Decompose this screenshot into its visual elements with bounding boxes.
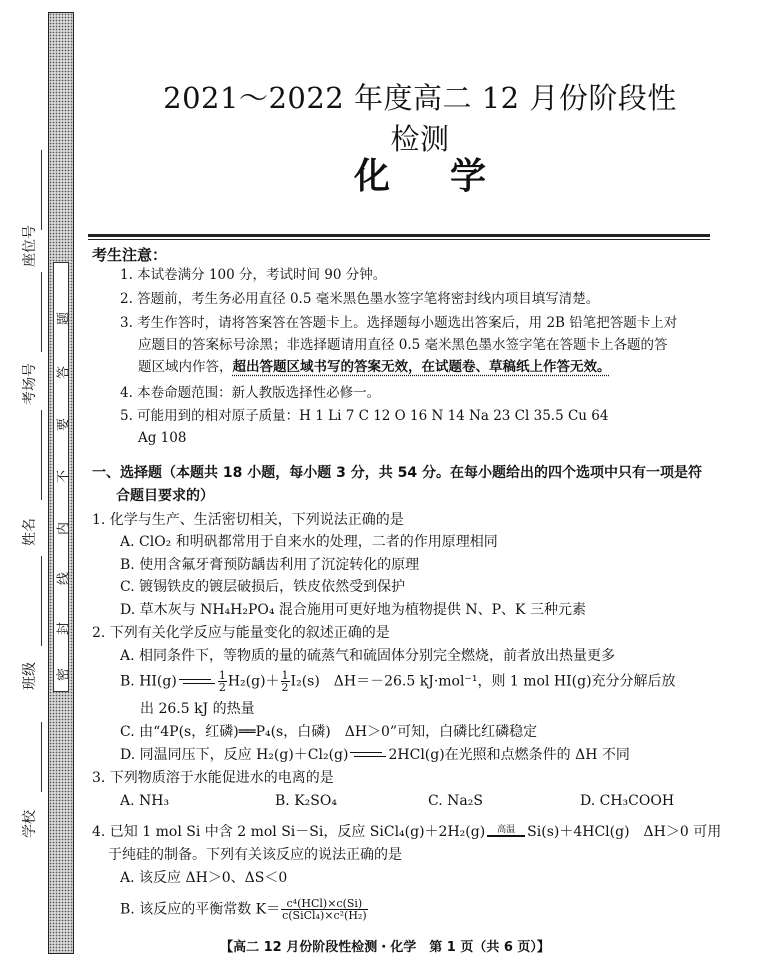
school-label: 学校	[22, 810, 38, 838]
question-2-option-b	[120, 670, 676, 693]
question-3-option-a: A. NH₃	[120, 793, 170, 809]
seal-char: 答	[56, 366, 72, 380]
notice-item: 2. 答题前，考生务必用直径 0.5 毫米黑色墨水签字笔将密封线内项目填写清楚。	[120, 291, 600, 307]
seal-char: 要	[56, 418, 72, 432]
notice-item: 4. 本卷命题范围：新人教版选择性必修一。	[120, 385, 381, 401]
question-1-option-d: D. 草木灰与 NH₄H₂PO₄ 混合施用可更好地为植物提供 N、P、K 三种元素	[120, 602, 586, 618]
question-2-stem: 2. 下列有关化学反应与能量变化的叙述正确的是	[92, 625, 390, 641]
fraction: $\frac{1}{2}$	[281, 669, 289, 694]
subject-title: 化学	[353, 156, 546, 197]
question-3-option-d: D. CH₃COOH	[580, 793, 675, 809]
equation-text: Si(s)＋4HCl(g) ΔH＞0 可用	[527, 824, 722, 840]
question-2-option-a: A. 相同条件下，等物质的量的硫蒸气和硫固体分别完全燃烧，前者放出热量更多	[120, 648, 616, 664]
seal-line-box	[53, 262, 72, 692]
seat-number-label: 座位号	[22, 225, 38, 267]
question-1-option-a: A. ClO₂ 和明矾都常用于自来水的处理，二者的作用原理相同	[120, 534, 498, 550]
question-3-option-c: C. Na₂S	[428, 793, 483, 809]
question-4-stem	[92, 822, 721, 842]
seal-char: 线	[56, 572, 72, 586]
divider	[88, 234, 710, 237]
equation-text: I₂(s) ΔH＝－26.5 kJ·mol⁻¹，则 1 mol HI(g)充分分解后放	[290, 673, 676, 690]
notice-item	[138, 357, 611, 377]
fill-line	[41, 410, 42, 500]
question-2-option-d	[120, 745, 630, 765]
exam-room-label: 考场号	[22, 363, 38, 405]
seal-char: 密	[56, 668, 72, 682]
name-label: 姓名	[22, 518, 38, 546]
exam-title: 2021～2022 年度高二 12 月份阶段性检测	[163, 81, 677, 156]
equation-text: B. HI(g)	[120, 673, 177, 690]
question-3-option-b: B. K₂SO₄	[275, 793, 337, 809]
reaction-condition: 高温	[487, 825, 525, 839]
equation-text: 2HCl(g)在光照和点燃条件的 ΔH 不同	[388, 747, 630, 763]
seal-char: 内	[56, 522, 72, 536]
question-4-option-a: A. 该反应 ΔH＞0、ΔS＜0	[120, 870, 288, 886]
question-2-option-c: C. 由“4P(s，红磷)══P₄(s，白磷) ΔH＞0”可知，白磷比红磷稳定	[120, 724, 538, 740]
question-1-option-c: C. 镀锡铁皮的镀层破损后，铁皮依然受到保护	[120, 579, 406, 595]
equilibrium-constant-fraction: $\frac{\text{c⁴(HCl)×c(Si)}}{\text{c(SiCl₄)×c²(H₂)}}$	[282, 897, 367, 922]
class-label: 班级	[22, 662, 38, 690]
notice-heading: 考生注意：	[92, 246, 168, 264]
notice-emphasis: 超出答题区域书写的答案无效，在试题卷、草稿纸上作答无效。	[232, 359, 611, 375]
equation-text: D. 同温同压下，反应 H₂(g)＋Cl₂(g)	[120, 747, 349, 763]
question-2-option-b-cont: 出 26.5 kJ 的热量	[140, 701, 255, 717]
equation-text: 4. 已知 1 mol Si 中含 2 mol Si－Si，反应 SiCl₄(g)＋2H₂(g)	[92, 824, 486, 840]
notice-item: 5. 可能用到的相对原子质量：H 1 Li 7 C 12 O 16 N 14 Na 23 Cl 35.5 Cu 64	[120, 408, 609, 424]
section-heading: 一、选择题（本题共 18 小题，每小题 3 分，共 54 分。在每小题给出的四个选项中只有一项是符	[92, 465, 702, 481]
fill-line	[41, 150, 42, 230]
fill-line	[41, 272, 42, 352]
equation-text: B. 该反应的平衡常数 K＝	[120, 901, 281, 918]
seal-char: 不	[56, 470, 72, 484]
notice-item: 3. 考生作答时，请将答案答在答题卡上。选择题每小题选出答案后，用 2B 铅笔把答题卡上对	[120, 315, 678, 331]
question-1-stem: 1. 化学与生产、生活密切相关，下列说法正确的是	[92, 512, 404, 528]
equation-text: H₂(g)＋	[227, 673, 280, 690]
fraction: $\frac{1}{2}$	[218, 669, 226, 694]
fill-line	[41, 556, 42, 646]
question-3-stem: 3. 下列物质溶于水能促进水的电离的是	[92, 770, 334, 786]
notice-item: 1. 本试卷满分 100 分，考试时间 90 分钟。	[120, 267, 387, 283]
question-4-stem-cont: 于纯硅的制备。下列有关该反应的说法正确的是	[108, 847, 402, 863]
notice-item: Ag 108	[138, 430, 187, 446]
equilibrium-arrow-icon	[179, 678, 215, 686]
seal-char: 封	[56, 622, 72, 636]
question-4-option-b	[120, 898, 369, 921]
notice-text: 题区域内作答，	[138, 359, 233, 375]
page-footer: 【高二 12 月份阶段性检测・化学 第 1 页（共 6 页）】	[220, 940, 550, 955]
fill-line	[41, 722, 42, 792]
seal-char: 题	[56, 312, 72, 326]
equilibrium-arrow-icon	[350, 751, 386, 759]
notice-item: 应题目的答案标号涂黑；非选择题请用直径 0.5 毫米黑色墨水签字笔在答题卡上各题的答	[138, 337, 668, 353]
section-heading-cont: 合题目要求的）	[116, 488, 214, 504]
question-1-option-b: B. 使用含氟牙膏预防龋齿利用了沉淀转化的原理	[120, 557, 420, 573]
divider	[88, 239, 710, 240]
